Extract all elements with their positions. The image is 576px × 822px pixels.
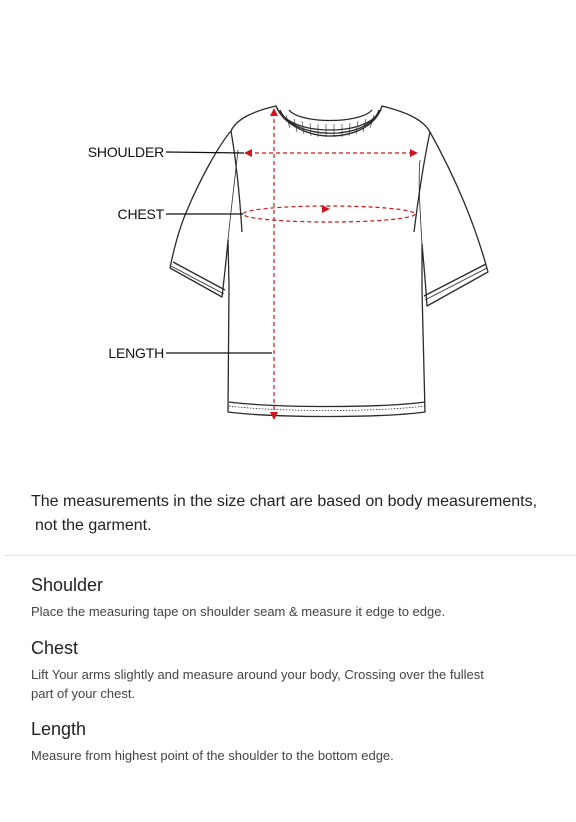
chest-description-line2: part of your chest.	[31, 686, 136, 701]
shoulder-arrow-left	[244, 149, 252, 157]
length-heading: Length	[31, 719, 87, 739]
chest-label: CHEST	[117, 206, 164, 222]
measure-arrowheads	[244, 108, 418, 420]
size-chart-note	[31, 490, 561, 538]
chest-description-line1: Lift Your arms slightly and measure around your body, Crossing over the fullest	[31, 667, 484, 682]
shoulder-description: Place the measuring tape on shoulder seam & measure it edge to edge.	[31, 604, 446, 619]
chest-heading: Chest	[31, 638, 79, 658]
shoulder-label: SHOULDER	[87, 144, 164, 160]
chest-measure-ellipse	[243, 206, 415, 222]
section-divider	[4, 555, 576, 556]
chest-instructions	[31, 637, 531, 703]
length-description: Measure from highest point of the shoulder to the bottom edge.	[31, 748, 394, 763]
shoulder-heading: Shoulder	[31, 575, 104, 595]
length-instructions	[31, 718, 531, 765]
shoulder-leader	[166, 152, 244, 153]
size-chart-note-line2: not the garment.	[35, 517, 152, 534]
shoulder-instructions	[31, 574, 531, 621]
measure-lines	[243, 112, 415, 414]
length-label: LENGTH	[108, 345, 164, 361]
shoulder-arrow-right	[410, 149, 418, 157]
size-chart-note-line1: The measurements in the size chart are based on body measurements,	[31, 493, 538, 510]
leader-lines	[166, 152, 272, 353]
chest-description	[31, 665, 531, 703]
